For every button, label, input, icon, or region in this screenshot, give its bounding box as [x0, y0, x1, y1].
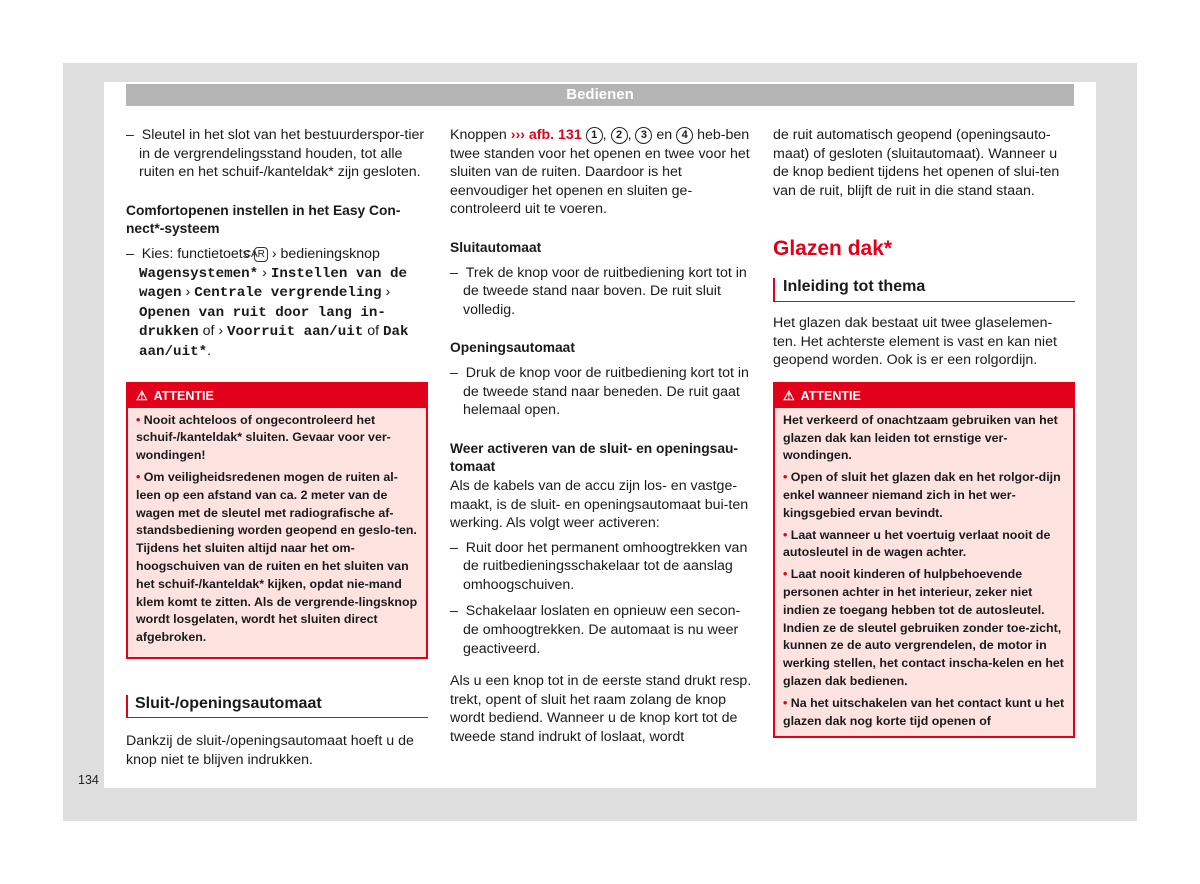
column-2 [450, 126, 752, 747]
paragraph-continued: de ruit automatisch geopend (openingsauto-maat) of gesloten (sluitautomaat). Wanneer u de knop bedient tijdens het openen of slui-ten van de ruit, blijft de ruit in die stand staan. [773, 127, 1060, 199]
callout-4-icon: 4 [676, 127, 693, 144]
warning-triangle-icon: ⚠ [783, 387, 795, 403]
figure-link[interactable]: ››› afb. 131 [510, 127, 582, 143]
list-item: – Schakelaar loslaten en opnieuw een secon-de omhoogtrekken. De automaat is nu weer geactiveerd. [450, 603, 741, 657]
heading-comfort: Comfortopenen instellen in het Easy Con-nect*-systeem [126, 202, 401, 237]
warning-triangle-icon: ⚠ [136, 387, 148, 403]
column-1 [126, 126, 428, 770]
heading-sluitautomaat: Sluitautomaat [450, 239, 542, 255]
list-item: – Druk de knop voor de ruitbediening kort tot in de tweede stand naar beneden. De ruit gaat helemaal open. [450, 364, 749, 419]
paragraph-knoppen: Knoppen ››› afb. 131 1 , 2 , 3 en 4 heb-ben twee standen voor het openen en twee voor het sluiten van de ruiten. Daardoor is het eenvoudiger het openen en sluiten ge-controleerd uit te voeren. [450, 127, 750, 218]
section-title-inleiding: Inleiding tot thema [773, 278, 1075, 302]
section-text: Dankzij de sluit-/openingsautomaat hoeft u de knop niet te blijven indrukken. [126, 733, 414, 769]
paragraph-intro: Het glazen dak bestaat uit twee glaselemen-ten. Het achterste element is vast en kan niet geopend worden. Ook is er een rolgordijn. [773, 314, 1057, 369]
chapter-title: Glazen dak* [773, 237, 893, 261]
section-header [126, 84, 1074, 106]
warning-header: ⚠ ATTENTIE [775, 384, 1073, 408]
warning-lead: Het verkeerd of onachtzaam gebruiken van het glazen dak kan leiden tot ernstige ver-wondingen. [783, 412, 1058, 463]
warning-bullet: • Laat nooit kinderen of hulpbehoevende personen achter in het interieur, zeker niet indien ze toegang hebben tot de autosleutel. Indien ze de sleutel gebruiken zonder toe-zicht, kunnen ze de auto vergrendelen, de motor in werking stellen, het contact inscha-kelen en het glazen dak bedienen. [783, 567, 1064, 688]
callout-3-icon: 3 [635, 127, 652, 144]
warning-bullet: • Om veiligheidsredenen mogen de ruiten al-leen op een afstand van ca. 2 meter van de wagen met de sleutel met radiografische af-standsbediening worden geopend en geslo-ten. Tijdens het sluiten altijd naar het om-hoogschuiven van de ruiten en het sluiten van het schuif-/kanteldak* kijken, opdat nie-mand klem komt te zitten. Als de vergrende-lingsknop wordt losgelaten, wordt het sluiten direct afgebroken. [136, 469, 418, 645]
list-item: – Ruit door het permanent omhoogtrekken van de ruitbedieningsschakelaar tot de aanslag omhoogschuiven. [450, 539, 748, 593]
heading-openingsautomaat: Openingsautomaat [450, 340, 575, 356]
list-item: – Sleutel in het slot van het bestuurderspor-tier in de vergrendelingsstand houden, tot alle ruiten en het schuif-/kanteldak* zijn gesloten. [126, 127, 425, 181]
paragraph-final: Als u een knop tot in de eerste stand drukt resp. trekt, opent of sluit het raam zolang de knop wordt bediend. Wanneer u de knop kort tot de tweede stand indrukt of loslaat, wordt [450, 673, 752, 746]
warning-bullet: • Open of sluit het glazen dak en het rolgor-dijn enkel wanneer niemand zich in het wer-kingsgebied ervan bevindt. [783, 470, 1061, 520]
warning-header: ⚠ ATTENTIE [128, 384, 426, 408]
page-number: 134 [78, 773, 99, 787]
callout-1-icon: 1 [586, 127, 603, 144]
warning-bullet: • Nooit achteloos of ongecontroleerd het schuif-/kanteldak* sluiten. Gevaar voor ver-wondingen! [136, 412, 391, 463]
warning-box [773, 382, 1075, 739]
callout-2-icon: 2 [611, 127, 628, 144]
column-3 [773, 126, 1075, 738]
heading-weer-activeren: Weer activeren van de sluit- en openingsau-tomaat [450, 440, 739, 475]
warning-box [126, 382, 428, 659]
paragraph-weer: Als de kabels van de accu zijn los- en vastge-maakt, is de sluit- en openingsautomaat bui-ten werking. Als volgt weer activeren: [450, 477, 749, 532]
warning-bullet: • Na het uitschakelen van het contact kunt u het glazen dak nog korte tijd openen of [783, 695, 1065, 728]
warning-bullet: • Laat wanneer u het voertuig verlaat nooit de autosleutel in de wagen achter. [783, 527, 1051, 560]
list-item-menu-path: – Kies: functietoets CAR › bedieningsknop Wagensystemen* › Instellen van de wagen › Centrale vergrendeling › Openen van ruit door lang in-drukken of › Voorruit aan/uit of Dak aan/uit*. [126, 245, 409, 360]
header-title: Bedienen [566, 86, 634, 103]
section-title-sluit: Sluit-/openingsautomaat [126, 695, 428, 719]
list-item: – Trek de knop voor de ruitbediening kort tot in de tweede stand naar boven. De ruit sluit volledig. [450, 264, 747, 318]
car-key-icon: CAR [254, 247, 268, 262]
